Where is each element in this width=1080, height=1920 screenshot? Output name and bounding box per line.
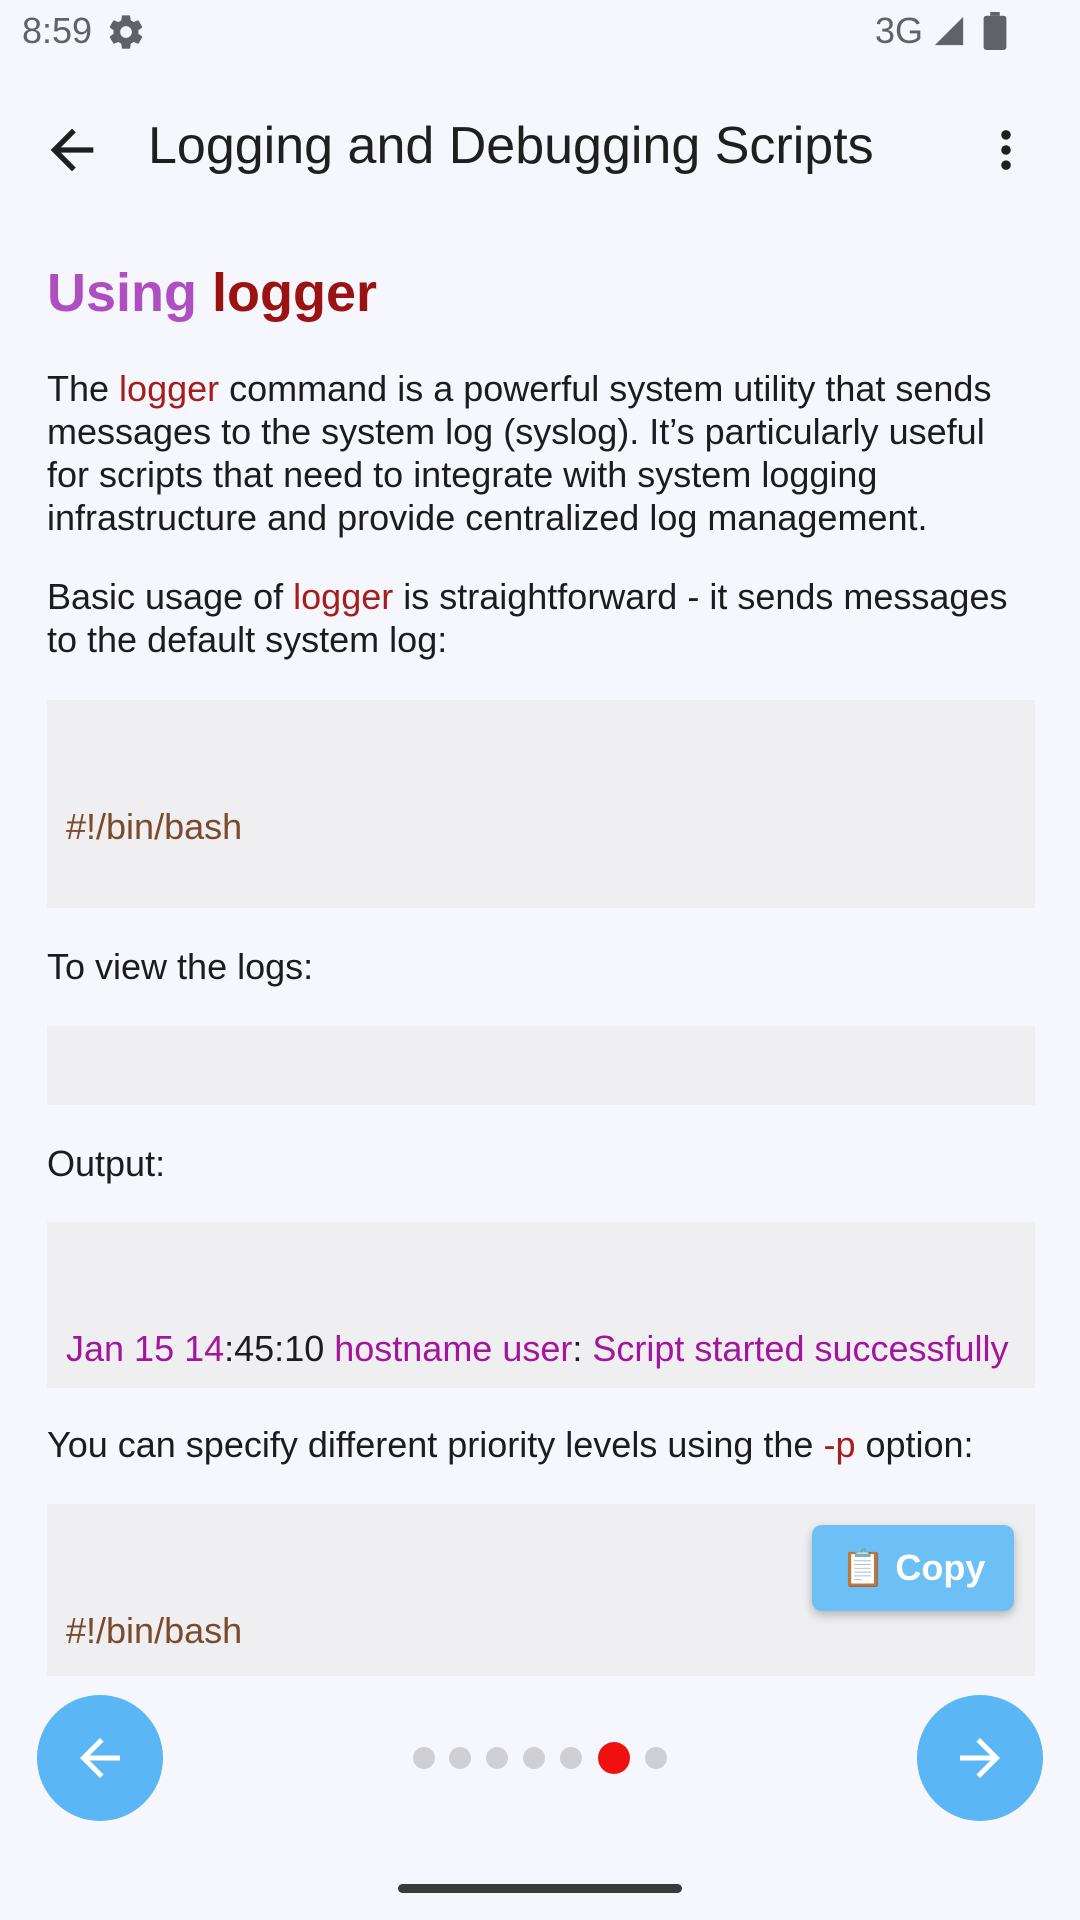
output-line bbox=[47, 1327, 1035, 1370]
code-block-output bbox=[47, 1222, 1035, 1388]
log-message: Script started successfully bbox=[592, 1328, 1009, 1369]
inline-keyword: logger bbox=[119, 368, 220, 409]
code-block-basic bbox=[47, 700, 1035, 908]
page-dot[interactable] bbox=[560, 1747, 582, 1769]
paragraph-view-logs: To view the logs: bbox=[47, 946, 314, 987]
page-dot[interactable] bbox=[523, 1747, 545, 1769]
para-text: option: bbox=[855, 1424, 974, 1465]
para-text: You can specify different priority levels using the bbox=[47, 1424, 824, 1465]
settings-gear-icon bbox=[106, 12, 146, 52]
status-time: 8:59 bbox=[22, 10, 93, 51]
copy-button[interactable] bbox=[812, 1525, 1014, 1611]
page-dot-active[interactable] bbox=[598, 1742, 630, 1774]
back-button[interactable] bbox=[40, 118, 104, 182]
more-options-button[interactable] bbox=[980, 118, 1032, 182]
code-line: #!/bin/bash bbox=[66, 1610, 243, 1651]
log-sep: : bbox=[572, 1328, 593, 1369]
arrow-left-icon bbox=[40, 118, 104, 182]
arrow-right-icon bbox=[950, 1728, 1010, 1788]
paragraph-intro bbox=[47, 367, 1035, 539]
page-dot[interactable] bbox=[413, 1747, 435, 1769]
code-block-tail bbox=[47, 1026, 1035, 1105]
log-time: :45:10 bbox=[224, 1328, 335, 1369]
status-bar bbox=[0, 0, 1080, 64]
para-text: Basic usage of bbox=[47, 576, 294, 617]
signal-icon bbox=[932, 14, 966, 48]
log-date: Jan 15 14 bbox=[66, 1328, 225, 1369]
heading-word-using: Using bbox=[47, 263, 198, 323]
home-indicator[interactable] bbox=[398, 1884, 682, 1893]
battery-icon bbox=[983, 12, 1007, 50]
more-vert-icon bbox=[980, 118, 1032, 182]
copy-button-label: Copy bbox=[895, 1547, 986, 1588]
page-dot[interactable] bbox=[449, 1747, 471, 1769]
article-content[interactable] bbox=[47, 262, 1035, 1676]
app-bar bbox=[0, 90, 1080, 206]
clipboard-icon: 📋 bbox=[840, 1547, 886, 1588]
heading-word-logger: logger bbox=[212, 263, 378, 323]
page-dot[interactable] bbox=[486, 1747, 508, 1769]
code-line: #!/bin/bash bbox=[66, 806, 243, 847]
log-host: hostname user bbox=[334, 1328, 573, 1369]
network-type: 3G bbox=[875, 10, 924, 51]
para-text: command is a powerful system utility that sends messages to the system log (syslog). It’s particularly useful for scripts that need to integrate with system logging infrastructure and provide centralized log management. bbox=[47, 368, 992, 538]
next-page-button[interactable] bbox=[917, 1695, 1043, 1821]
inline-keyword: -p bbox=[823, 1424, 856, 1465]
section-heading bbox=[47, 262, 377, 324]
para-text: is straightforward - it sends messages to the default system log: bbox=[47, 576, 1008, 660]
page-title: Logging and Debugging Scripts bbox=[148, 117, 874, 175]
page-dot[interactable] bbox=[645, 1747, 667, 1769]
inline-keyword: logger bbox=[293, 576, 394, 617]
paragraph-priority bbox=[47, 1423, 1035, 1466]
paragraph-output: Output: bbox=[47, 1143, 166, 1184]
paragraph-basic-usage bbox=[47, 575, 1035, 661]
para-text: The bbox=[47, 368, 120, 409]
